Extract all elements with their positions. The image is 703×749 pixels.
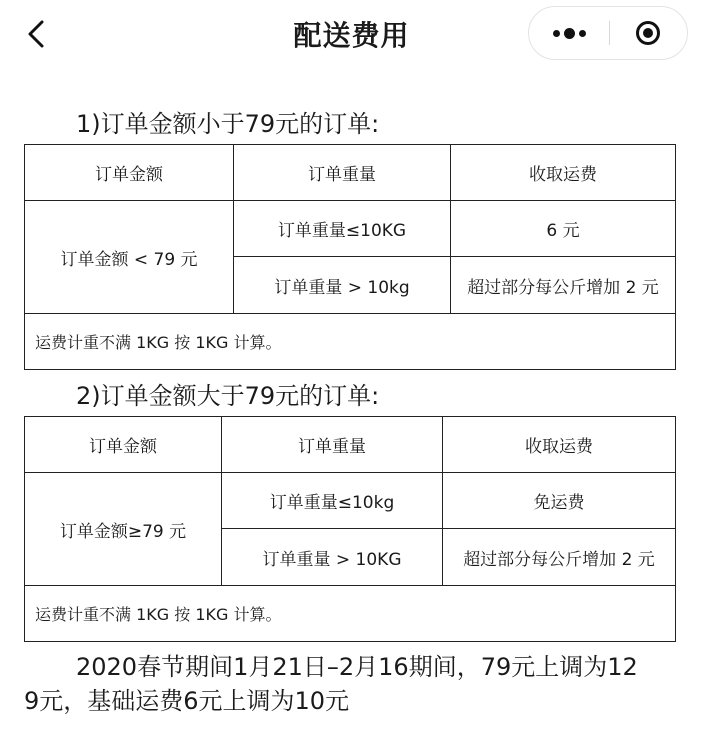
nav-bar [0, 0, 703, 66]
fee-table-over-79 [24, 416, 676, 642]
notice-line-1: 2020春节期间1月21日–2月16期间，79元上调为12 [76, 653, 638, 681]
more-button[interactable] [529, 7, 609, 59]
notice-line-2: 9元，基础运费6元上调为10元 [24, 687, 350, 715]
table-cell-amount: 订单金额 < 79 元 [25, 201, 234, 314]
holiday-notice [24, 650, 684, 718]
table-cell-amount: 订单金额≥79 元 [25, 473, 222, 586]
target-close-icon [636, 21, 660, 45]
table-cell-weight: 订单重量 > 10kg [234, 257, 451, 314]
table-cell-weight: 订单重量≤10kg [222, 473, 443, 529]
table-header-amount: 订单金额 [25, 417, 222, 473]
table-cell-fee: 超过部分每公斤增加 2 元 [443, 529, 676, 586]
table-header-fee: 收取运费 [451, 145, 676, 201]
page-title: 配送费用 [293, 19, 410, 52]
table-header-amount: 订单金额 [25, 145, 234, 201]
table-header-fee: 收取运费 [443, 417, 676, 473]
table-cell-fee: 免运费 [443, 473, 676, 529]
fee-table-under-79 [24, 144, 676, 370]
mini-program-capsule [528, 6, 688, 60]
table-header-weight: 订单重量 [222, 417, 443, 473]
table-note: 运费计重不满 1KG 按 1KG 计算。 [25, 314, 676, 370]
close-button[interactable] [609, 7, 687, 59]
table-note: 运费计重不满 1KG 按 1KG 计算。 [25, 586, 676, 642]
table-cell-fee: 超过部分每公斤增加 2 元 [451, 257, 676, 314]
section1-heading: 1)订单金额小于79元的订单: [76, 110, 380, 138]
table-cell-weight: 订单重量≤10KG [234, 201, 451, 257]
table-cell-weight: 订单重量 > 10KG [222, 529, 443, 586]
section2-heading: 2)订单金额大于79元的订单: [76, 382, 380, 410]
more-dots-icon [553, 28, 586, 39]
table-header-weight: 订单重量 [234, 145, 451, 201]
table-cell-fee: 6 元 [451, 201, 676, 257]
